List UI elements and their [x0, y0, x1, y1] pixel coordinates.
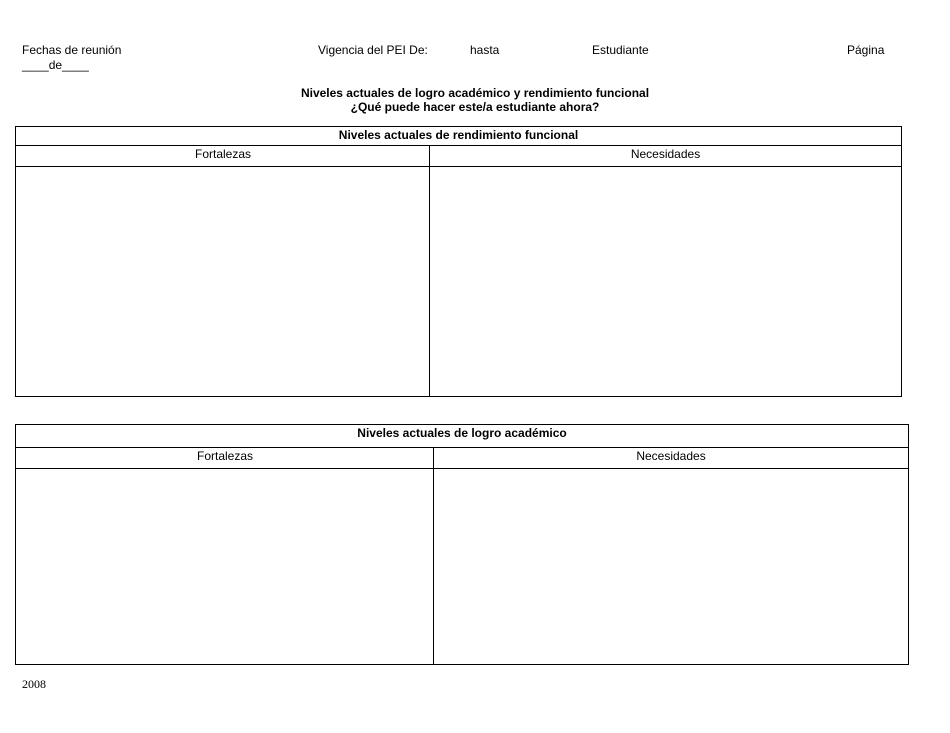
page-subtitle: ¿Qué puede hacer este/a estudiante ahora?	[350, 100, 600, 114]
academic-needs-header: Necesidades	[434, 447, 908, 469]
functional-needs-header: Necesidades	[430, 145, 901, 167]
academic-table-title: Niveles actuales de logro académico	[16, 425, 908, 448]
meeting-dates-blank[interactable]: ____de____	[22, 58, 89, 72]
academic-achievement-table	[15, 424, 909, 665]
student-label: Estudiante	[592, 43, 649, 57]
functional-strengths-field[interactable]	[16, 167, 429, 396]
functional-performance-table	[15, 126, 902, 397]
academic-strengths-field[interactable]	[16, 469, 433, 664]
page-title: Niveles actuales de logro académico y rendimiento funcional	[300, 86, 650, 100]
meeting-dates-label: Fechas de reunión	[22, 43, 122, 57]
footer-year: 2008	[22, 677, 46, 691]
functional-table-title: Niveles actuales de rendimiento funcional	[16, 127, 901, 146]
academic-strengths-header: Fortalezas	[16, 447, 434, 469]
page-label: Página	[847, 43, 885, 57]
academic-needs-field[interactable]	[434, 469, 908, 664]
iep-validity-label: Vigencia del PEI De:	[318, 43, 428, 57]
until-label: hasta	[470, 43, 500, 57]
functional-needs-field[interactable]	[430, 167, 901, 396]
functional-strengths-header: Fortalezas	[16, 145, 430, 167]
